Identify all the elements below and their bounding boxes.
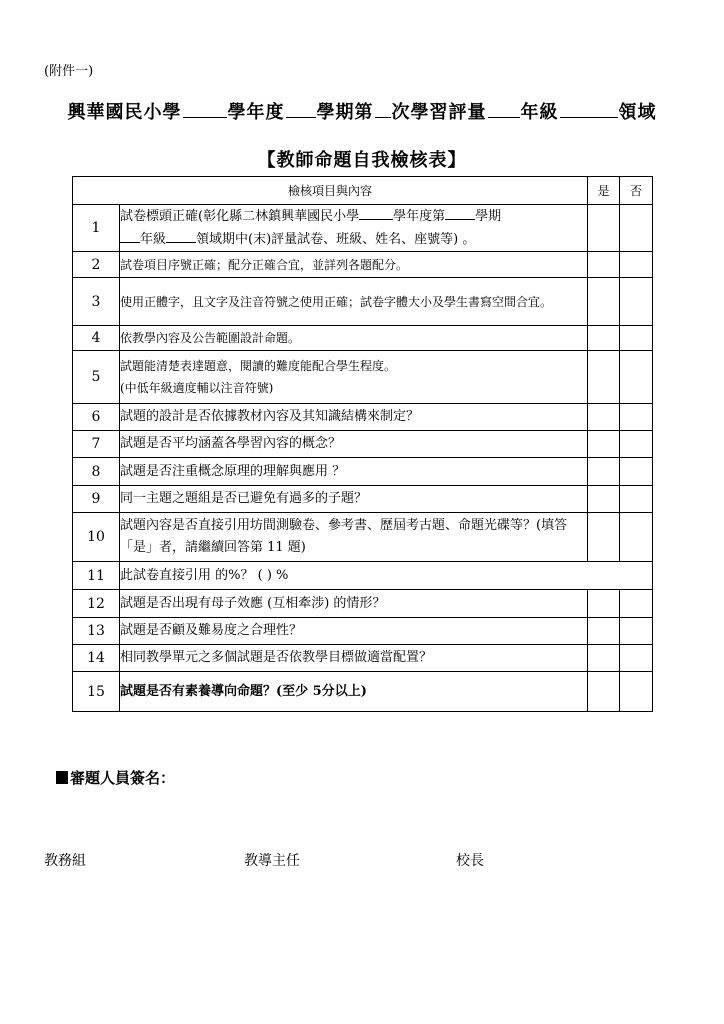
row-content: 試題是否注重概念原理的理解與應用 ？ bbox=[120, 458, 588, 486]
blank-semester bbox=[286, 101, 316, 118]
header-yes: 是 bbox=[588, 177, 620, 205]
row-content bbox=[120, 351, 588, 404]
row-number: 6 bbox=[73, 404, 120, 431]
table-row bbox=[73, 205, 653, 252]
yes-box[interactable] bbox=[588, 672, 620, 712]
row-content: 試題內容是否直接引用坊間測驗卷、參考書、歷屆考古題、命題光碟等？(填答「是」者，請繼續回答第 11 題) bbox=[120, 513, 588, 562]
table-row bbox=[73, 351, 653, 404]
row-content: 試題是否平均涵蓋各學習內容的概念？ bbox=[120, 431, 588, 458]
title-school-year: 學年度 bbox=[227, 102, 285, 123]
blank bbox=[445, 205, 475, 220]
no-box[interactable] bbox=[620, 513, 653, 562]
table-row bbox=[73, 404, 653, 431]
blank bbox=[359, 205, 393, 220]
table-row bbox=[73, 458, 653, 486]
yes-box[interactable] bbox=[588, 513, 620, 562]
signature-heading-text: 審題人員簽名： bbox=[70, 769, 176, 787]
table-row bbox=[73, 590, 653, 618]
row-content: 試題是否出現有母子效應 (互相牽涉) 的情形？ bbox=[120, 590, 588, 618]
row-number: 11 bbox=[73, 562, 120, 590]
blank-exam-number bbox=[375, 101, 391, 118]
header-content: 檢核項目與內容 bbox=[73, 177, 588, 205]
header-no: 否 bbox=[620, 177, 653, 205]
yes-box[interactable] bbox=[588, 618, 620, 645]
table-row bbox=[73, 562, 653, 590]
yes-box[interactable] bbox=[588, 326, 620, 351]
row-number: 8 bbox=[73, 458, 120, 486]
table-header-row bbox=[73, 177, 653, 205]
row-number: 14 bbox=[73, 645, 120, 672]
no-box[interactable] bbox=[620, 486, 653, 513]
blank-school-year bbox=[183, 101, 227, 118]
yes-box[interactable] bbox=[588, 431, 620, 458]
row-text: 年級 bbox=[140, 232, 167, 247]
row-text: 試卷標頭正確(彰化縣二林鎮興華國民小學 bbox=[120, 209, 360, 224]
form-subtitle: 【教師命題自我檢核表】 bbox=[257, 150, 467, 171]
row-number: 12 bbox=[73, 590, 120, 618]
table-row bbox=[73, 326, 653, 351]
table-row bbox=[73, 252, 653, 278]
yes-box[interactable] bbox=[588, 458, 620, 486]
row-number: 9 bbox=[73, 486, 120, 513]
table-row bbox=[73, 278, 653, 326]
yes-box[interactable] bbox=[588, 351, 620, 404]
no-box[interactable] bbox=[620, 205, 653, 252]
row-content: 試題是否顧及難易度之合理性？ bbox=[120, 618, 588, 645]
table-row bbox=[73, 618, 653, 645]
row-text: 領域期中(末)評量試卷、班級、姓名、座號等) 。 bbox=[196, 232, 476, 247]
yes-box[interactable] bbox=[588, 645, 620, 672]
table-row bbox=[73, 431, 653, 458]
yes-box[interactable] bbox=[588, 404, 620, 431]
row-text: (中低年級適度輔以注音符號) bbox=[120, 381, 274, 395]
row-number: 1 bbox=[73, 205, 120, 252]
table-row bbox=[73, 672, 653, 712]
row-content: 使用正體字，且文字及注音符號之使用正確；試卷字體大小及學生書寫空間合宜。 bbox=[120, 278, 588, 326]
signature-role-director: 教導主任 bbox=[244, 853, 300, 869]
title-exam: 次學習評量 bbox=[391, 102, 487, 123]
blank-subject bbox=[560, 101, 618, 118]
row-number: 2 bbox=[73, 252, 120, 278]
title-semester: 學期第 bbox=[316, 102, 374, 123]
row-number: 3 bbox=[73, 278, 120, 326]
form-title bbox=[0, 98, 724, 124]
blank bbox=[166, 228, 196, 243]
row-number: 7 bbox=[73, 431, 120, 458]
no-box[interactable] bbox=[620, 590, 653, 618]
row-content: 相同教學單元之多個試題是否依教學目標做適當配置？ bbox=[120, 645, 588, 672]
yes-box[interactable] bbox=[588, 252, 620, 278]
row-content bbox=[120, 205, 588, 252]
blank-grade bbox=[488, 101, 520, 118]
yes-box[interactable] bbox=[588, 278, 620, 326]
row-content: 依教學內容及公告範圍設計命題。 bbox=[120, 326, 588, 351]
yes-box[interactable] bbox=[588, 486, 620, 513]
no-box[interactable] bbox=[620, 618, 653, 645]
signature-role-academic: 教務組 bbox=[44, 853, 86, 869]
row-text: 學年度第 bbox=[393, 209, 446, 224]
table-row bbox=[73, 513, 653, 562]
signature-heading bbox=[56, 767, 175, 788]
no-box[interactable] bbox=[620, 431, 653, 458]
yes-box[interactable] bbox=[588, 590, 620, 618]
no-box[interactable] bbox=[620, 458, 653, 486]
title-grade: 年級 bbox=[520, 102, 559, 123]
row-text: 試題能清楚表達題意，閱讀的難度能配合學生程度。 bbox=[120, 359, 397, 373]
row-content: 同一主題之題組是否已避免有過多的子題？ bbox=[120, 486, 588, 513]
signature-role-principal: 校長 bbox=[456, 853, 484, 869]
table-row bbox=[73, 486, 653, 513]
no-box[interactable] bbox=[620, 326, 653, 351]
row-number: 13 bbox=[73, 618, 120, 645]
no-box[interactable] bbox=[620, 672, 653, 712]
no-box[interactable] bbox=[620, 404, 653, 431]
row-content: 此試卷直接引用 的%？ ( ) % bbox=[120, 562, 653, 590]
row-text: 學期 bbox=[475, 209, 502, 224]
table-row bbox=[73, 645, 653, 672]
row-number: 5 bbox=[73, 351, 120, 404]
yes-box[interactable] bbox=[588, 205, 620, 252]
title-school: 興華國民小學 bbox=[67, 102, 182, 123]
blank bbox=[120, 228, 140, 243]
no-box[interactable] bbox=[620, 645, 653, 672]
row-content: 試題是否有素養導向命題？(至少 5分以上) bbox=[120, 672, 588, 712]
checklist-table bbox=[72, 176, 653, 712]
attachment-label: (附件一) bbox=[44, 64, 94, 79]
row-number: 10 bbox=[73, 513, 120, 562]
row-content: 試卷項目序號正確；配分正確合宜，並詳列各題配分。 bbox=[120, 252, 588, 278]
no-box[interactable] bbox=[620, 351, 653, 404]
no-box[interactable] bbox=[620, 278, 653, 326]
no-box[interactable] bbox=[620, 252, 653, 278]
row-number: 4 bbox=[73, 326, 120, 351]
row-number: 15 bbox=[73, 672, 120, 712]
row-content: 試題的設計是否依據教材內容及其知識結構來制定？ bbox=[120, 404, 588, 431]
square-bullet-icon bbox=[56, 771, 68, 784]
title-subject: 領域 bbox=[618, 102, 657, 123]
